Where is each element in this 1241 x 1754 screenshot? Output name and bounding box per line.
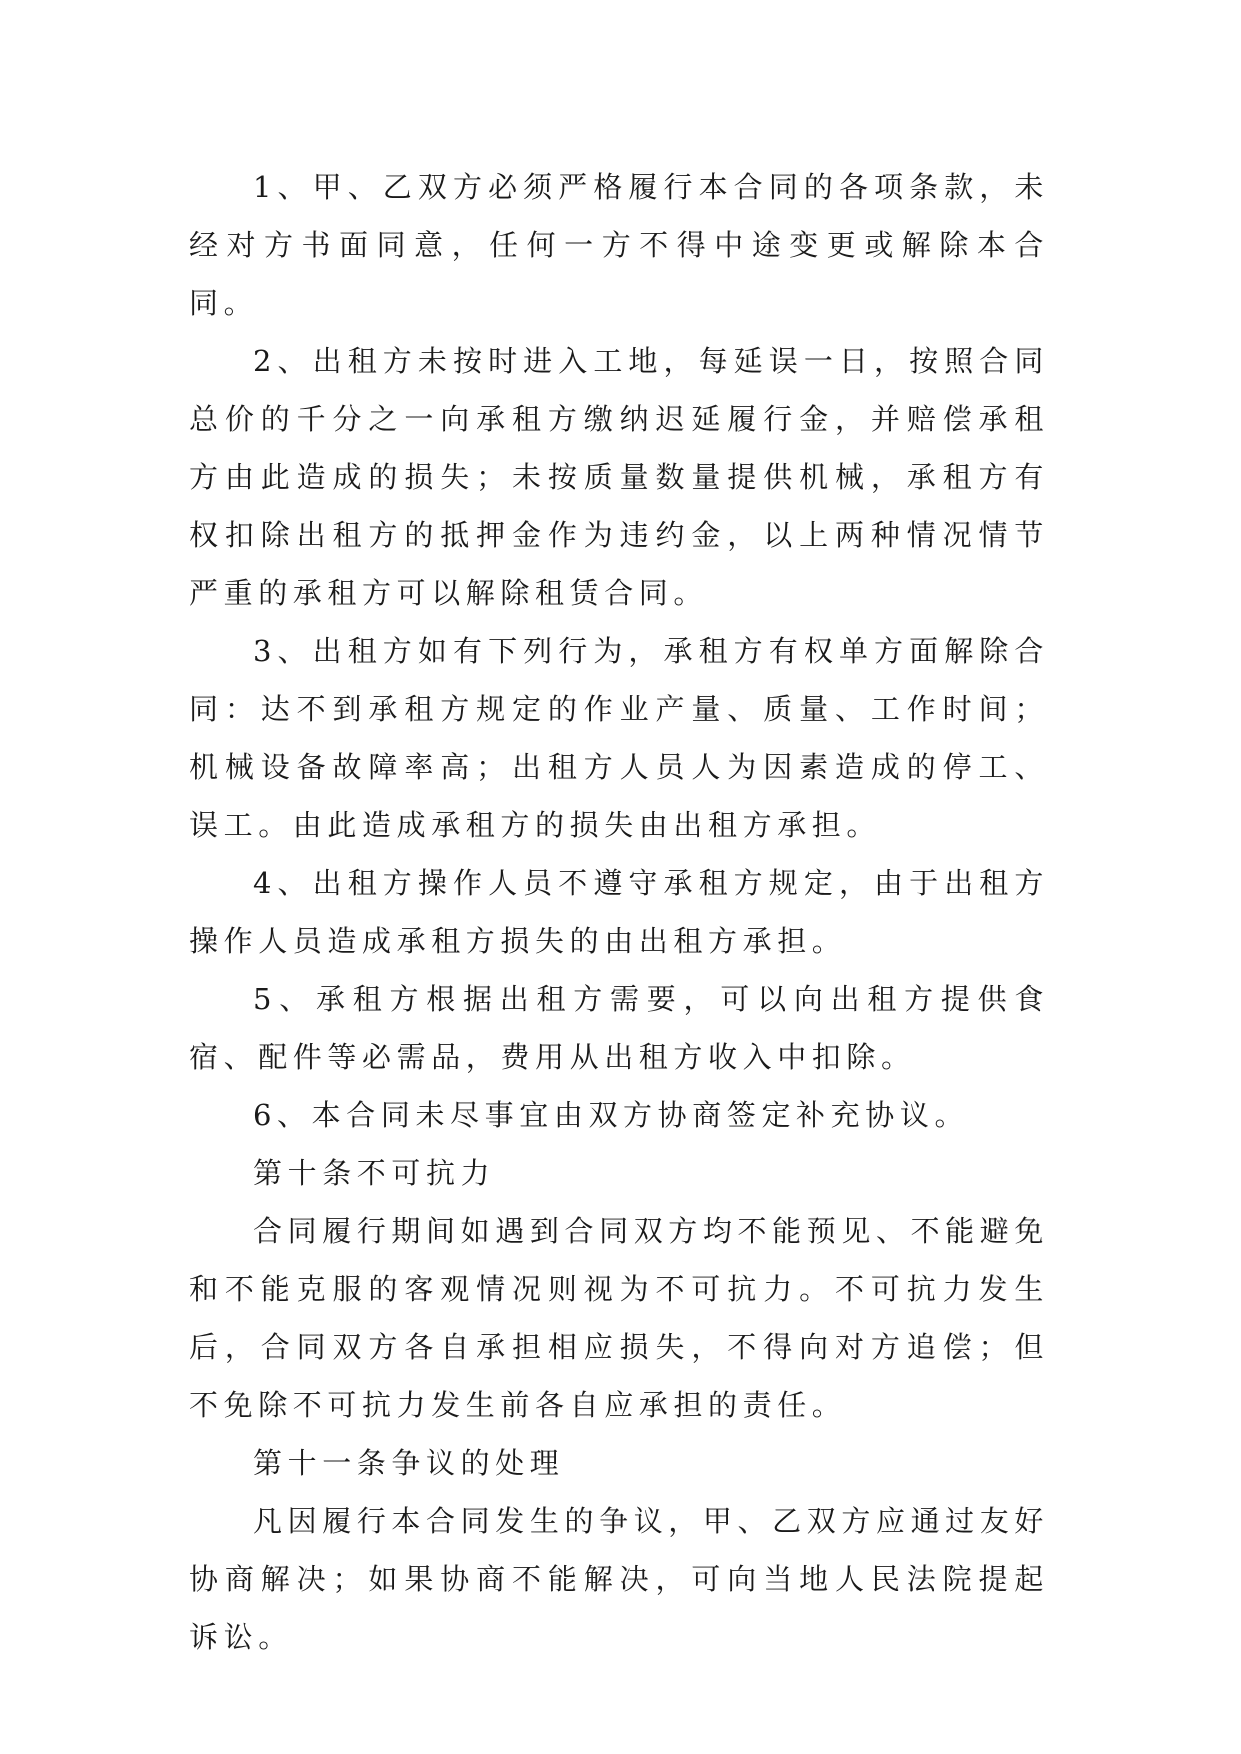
dispute-resolution-paragraph: 凡因履行本合同发生的争议，甲、乙双方应通过友好协商解决；如果协商不能解决，可向当地人民法院提起诉讼。 (189, 1504, 1049, 1654)
force-majeure-paragraph: 合同履行期间如遇到合同双方均不能预见、不能避免和不能克服的客观情况则视为不可抗力。不可抗力发生后，合同双方各自承担相应损失，不得向对方追偿；但不免除不可抗力发生前各自应承担的责任。 (189, 1214, 1049, 1422)
clause-paragraph-5: 5、承租方根据出租方需要，可以向出租方提供食宿、配件等必需品，费用从出租方收入中扣除。 (189, 982, 1049, 1074)
clause-paragraph-6: 6、本合同未尽事宜由双方协商签定补充协议。 (253, 1098, 970, 1132)
clause-paragraph-3: 3、出租方如有下列行为，承租方有权单方面解除合同：达不到承租方规定的作业产量、质量、工作时间；机械设备故障率高；出租方人员人为因素造成的停工、误工。由此造成承租方的损失由出租方承担。 (189, 634, 1049, 842)
clause-paragraph-4: 4、出租方操作人员不遵守承租方规定，由于出租方操作人员造成承租方损失的由出租方承担。 (189, 866, 1049, 958)
clause-paragraph-2: 2、出租方未按时进入工地，每延误一日，按照合同总价的千分之一向承租方缴纳迟延履行金，并赔偿承租方由此造成的损失；未按质量数量提供机械，承租方有权扣除出租方的抵押金作为违约金，以上两种情况情节严重的承租方可以解除租赁合同。 (189, 344, 1049, 610)
section-heading-force-majeure: 第十条不可抗力 (253, 1156, 496, 1190)
clause-paragraph-1: 1、甲、乙双方必须严格履行本合同的各项条款，未经对方书面同意，任何一方不得中途变更或解除本合同。 (189, 170, 1049, 320)
section-heading-dispute-resolution: 第十一条争议的处理 (253, 1446, 565, 1480)
document-body (189, 158, 1049, 1666)
